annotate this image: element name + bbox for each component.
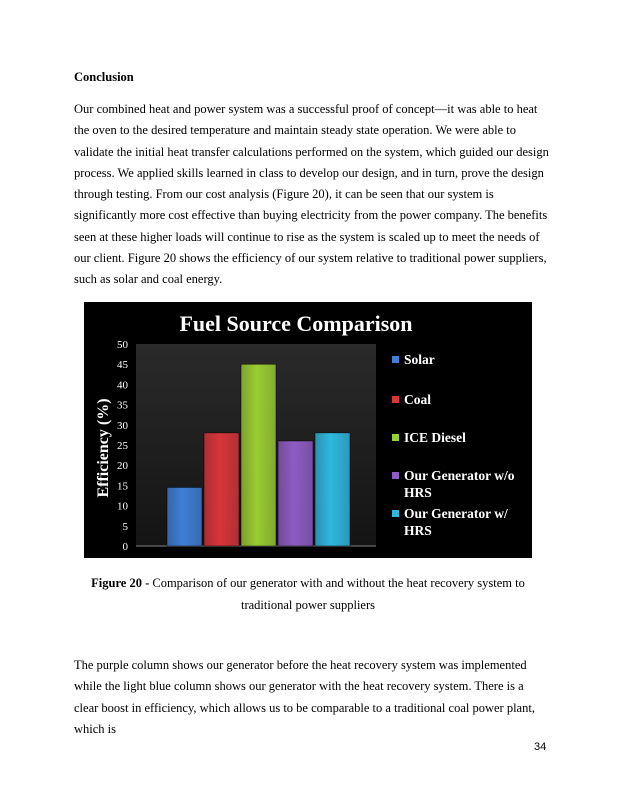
- bar-our-generator-w-o-hrs: [278, 441, 313, 546]
- legend-swatch: [392, 472, 399, 479]
- caption-text: Comparison of our generator with and without the heat recovery system to traditional power suppliers: [149, 576, 525, 612]
- y-tick-label: 20: [117, 460, 128, 473]
- paragraph-conclusion: Our combined heat and power system was a successful proof of concept—it was able to heat the oven to the desired temperature and maintain steady state operation. We were able to validate the initial heat transfer calculations performed on the system, which guided our design process. We applied skills learned in class to develop our design, and in turn, prove the design through testing. From our cost analysis (Figure 20), it can be seen that our system is significantly more cost effective than buying electricity from the power company. The benefits seen at these higher loads will continue to rise as the system is scaled up to meet the needs of our client. Figure 20 shows the efficiency of our system relative to traditional power suppliers, such as solar and coal energy.: [74, 102, 549, 287]
- y-tick-label: 50: [117, 339, 128, 351]
- legend-swatch: [392, 434, 399, 441]
- section-heading: Conclusion: [74, 70, 134, 84]
- caption-label: Figure 20 -: [91, 576, 150, 590]
- legend-label: Solar: [404, 352, 435, 367]
- y-tick-label: 10: [117, 500, 128, 513]
- legend-swatch: [392, 510, 399, 517]
- bar-ice-diesel: [241, 364, 276, 546]
- legend-label: ICE Diesel: [404, 430, 466, 445]
- y-tick-label: 35: [117, 399, 128, 412]
- y-tick-label: 40: [117, 379, 128, 392]
- bar-solar: [167, 487, 202, 546]
- legend-swatch: [392, 396, 399, 403]
- paragraph-discussion: The purple column shows our generator before the heat recovery system was implemented while the light blue column shows our generator with the heat recovery system. There is a clear boost in efficiency, which allows us to be comparable to a traditional coal power plant, which is: [74, 658, 535, 736]
- legend-label: Our Generator w/o HRS: [404, 468, 515, 500]
- bar-our-generator-w-hrs: [315, 433, 350, 546]
- fuel-source-chart-svg: [84, 302, 532, 558]
- legend-swatch: [392, 356, 399, 363]
- y-tick-label: 5: [122, 520, 128, 533]
- y-tick-label: 15: [117, 480, 128, 493]
- figure-caption: [84, 572, 532, 616]
- y-tick-label: 45: [117, 359, 128, 372]
- y-axis-label: Efficiency (%): [95, 398, 112, 498]
- figure-20-chart: [84, 302, 532, 558]
- y-tick-label: 25: [117, 440, 128, 452]
- page-number: 34: [534, 741, 547, 753]
- y-tick-label: 30: [117, 419, 128, 432]
- chart-title: Fuel Source Comparison: [179, 311, 413, 336]
- bar-coal: [204, 433, 239, 546]
- legend-label: Our Generator w/ HRS: [404, 506, 508, 538]
- y-tick-label: 0: [122, 541, 128, 553]
- legend-label: Coal: [404, 392, 431, 407]
